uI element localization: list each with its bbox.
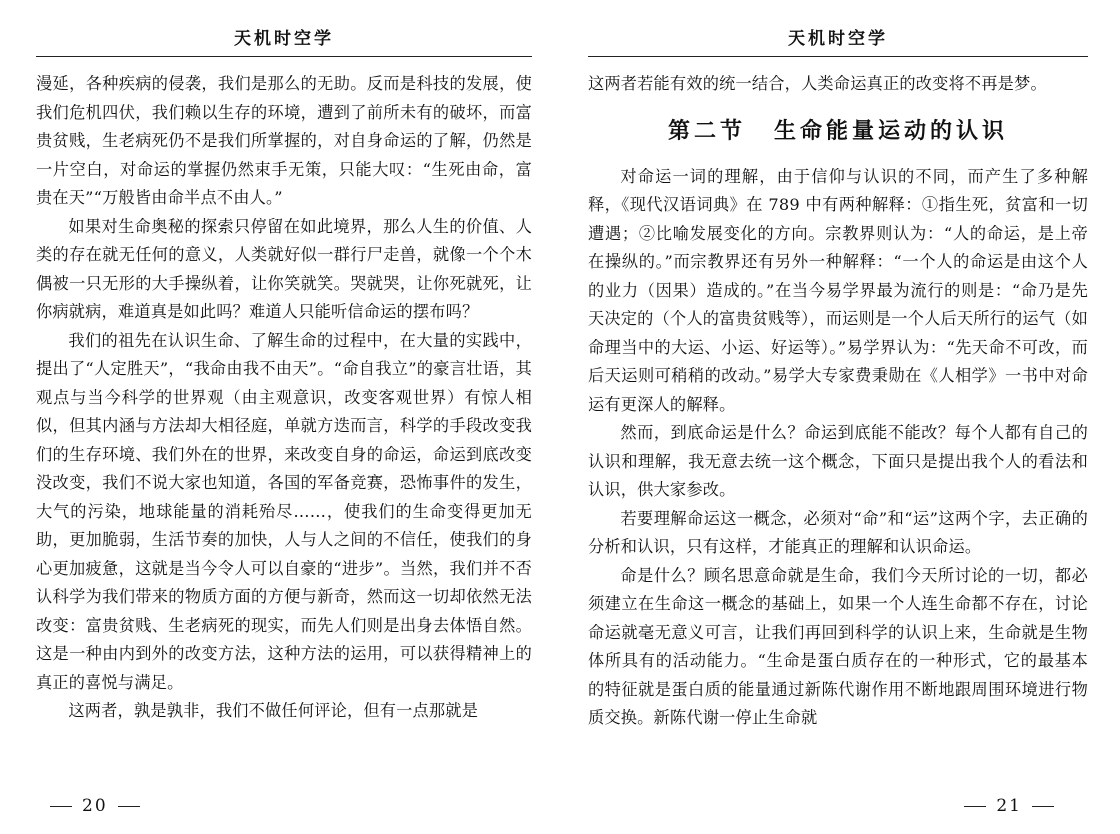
paragraph: 然而，到底命运是什么？命运到底能不能改？每个人都有自己的认识和理解，我无意去统一这个概念，下面只是提出我个人的看法和认识，供大家参改。 (588, 423, 1088, 499)
lead-paragraph: 这两者若能有效的统一结合，人类命运真正的改变将不再是梦。 (588, 74, 1047, 93)
paragraph: 若要理解命运这一概念，必须对“命”和“运”这两个字，去正确的分析和认识，只有这样，才能真正的理解和认识命运。 (588, 508, 1088, 556)
page-body (36, 70, 532, 726)
section-heading (588, 113, 1088, 149)
page-number (954, 796, 1064, 816)
folio-dash (1032, 806, 1054, 807)
page-number (40, 796, 150, 816)
folio-dash (50, 806, 72, 807)
running-head: 天机时空学 (788, 29, 888, 49)
section-number: 第二节 (667, 117, 746, 144)
right-page (588, 0, 1088, 834)
page-body (588, 70, 1088, 733)
paragraph: 这两者，孰是孰非，我们不做任何评论，但有一点那就是 (68, 701, 479, 720)
left-page (36, 0, 532, 834)
header-rule (36, 56, 532, 57)
paragraph: 对命运一词的理解，由于信仰与认识的不同，而产生了多种解释，《现代汉语词典》在 789 中有两种解释：①指生死，贫富和一切遭遇；②比喻发展变化的方向。宗教界则认为：“人的命运，是上帝在操纵的。”而宗教界还有另外一种解释：“一个人的命运是由这个人的业力（因果）造成的。”在当今易学界最为流行的则是：“命乃是先天决定的（个人的富贵贫贱等），而运则是一个人后天所行的运气（如命理当中的大运、小运、好运等）。”易学界认为：“先天命不可改，而后天运则可稍稍的改动。”易学大专家费秉勋在《人相学》一书中对命运有更深人的解释。 (588, 166, 1088, 414)
paragraph: 如果对生命奥秘的探索只停留在如此境界，那么人生的价值、人类的存在就无任何的意义，人类就好似一群行尸走兽，就像一个个木偶被一只无形的大手操纵着，让你笑就笑。哭就哭，让你死就死，让你病就病，难道真是如此吗？难道人只能听信命运的摆布吗？ (36, 216, 532, 321)
page-number-value: 20 (82, 796, 108, 816)
running-head: 天机时空学 (234, 29, 334, 49)
paragraph: 命是什么？顾名思意命就是生命，我们今天所讨论的一切，都必须建立在生命这一概念的基础上，如果一个人连生命都不存在，讨论命运就毫无意义可言，让我们再回到科学的认识上来，生命就是生物体所具有的活动能力。“生命是蛋白质存在的一种形式，它的最基本的特征就是蛋白质的能量通过新陈代谢作用不断地跟周围环境进行物质交换。新陈代谢一停止生命就 (588, 565, 1088, 727)
paragraph: 我们的祖先在认识生命、了解生命的过程中，在大量的实践中，提出了“人定胜天”，“我命由我不由天”。“命自我立”的豪言壮语，其观点与当今科学的世界观（由主观意识，改变客观世界）有惊人相似，但其内涵与方法却大相径庭，单就方迭而言，科学的手段改变我们的生存环境、我们外在的世界，来改变自身的命运，命运到底改变没改变，我们不说大家也知道，各国的军备竞赛，恐怖事件的发生，大气的污染，地球能量的消耗殆尽……，使我们的生命变得更加无助，更加脆弱，生活节奏的加快，人与人之间的不信任，使我们的身心更加疲惫，这就是当今令人可以自豪的“进步”。当然，我们并不否认科学为我们带来的物质方面的方便与新奇，然而这一切却依然无法改变：富贵贫贱、生老病死的现实，而先人们则是出身去体悟自然。这是一种由内到外的改变方法，这种方法的运用，可以获得精神上的真正的喜悦与满足。 (36, 330, 532, 692)
page-number-value: 21 (996, 796, 1022, 816)
header-rule (588, 56, 1088, 57)
section-title: 生命能量运动的认识 (774, 117, 1009, 144)
paragraph: 漫延，各种疾病的侵袭，我们是那么的无助。反而是科技的发展，使我们危机四伏，我们赖以生存的环境，遭到了前所未有的破坏，而富贵贫贱，生老病死仍不是我们所掌握的，对自身命运的了解，仍然是一片空白，对命运的掌握仍然束手无策，只能大叹：“生死由命，富贵在天”“万般皆由命半点不由人。” (36, 74, 532, 207)
folio-dash (118, 806, 140, 807)
folio-dash (964, 806, 986, 807)
